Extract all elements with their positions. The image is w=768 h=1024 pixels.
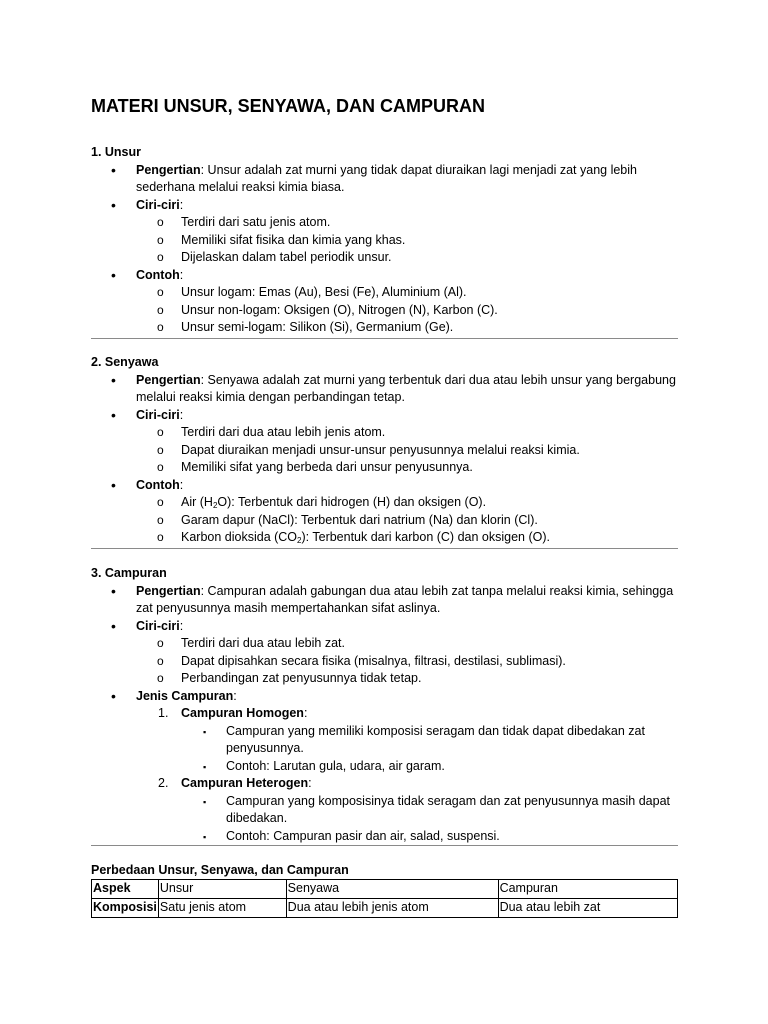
circle-marker: o: [157, 320, 164, 334]
bullet-marker: •: [111, 687, 116, 704]
section-campuran: [91, 565, 678, 845]
list-item: [91, 618, 678, 636]
sub-list-item: [91, 249, 678, 267]
table-title: Perbedaan Unsur, Senyawa, dan Campuran: [91, 863, 349, 877]
item-text: Unsur semi-logam: Silikon (Si), Germanium (Ge).: [181, 320, 454, 334]
term-label: Campuran Heterogen: [181, 776, 309, 790]
term-label: Jenis Campuran: [136, 688, 234, 703]
colon: :: [303, 706, 308, 720]
number-marker: 2.: [158, 776, 169, 790]
list-item: [91, 688, 678, 706]
page-title: MATERI UNSUR, SENYAWA, DAN CAMPURAN: [91, 96, 486, 116]
bullet-marker: •: [111, 161, 116, 178]
term-label: Ciri-ciri: [136, 618, 180, 633]
term-label: Contoh: [136, 267, 180, 282]
term-label: Ciri-ciri: [136, 197, 180, 212]
item-text: O): Terbentuk dari hidrogen (H) dan oksigen (O).: [217, 495, 487, 509]
table-header-row: [92, 880, 678, 899]
list-item: [91, 267, 678, 285]
sub-list-item: [91, 284, 678, 302]
table-header-cell: Aspek: [92, 880, 159, 899]
section-heading: 1. Unsur: [91, 145, 142, 159]
table-header-cell: Senyawa: [286, 880, 498, 899]
circle-marker: o: [157, 232, 164, 247]
sub-list-item: [91, 670, 678, 688]
sub-list-item: [91, 424, 678, 442]
term-label: Contoh: [136, 477, 180, 492]
square-marker: ▪: [203, 831, 207, 842]
item-text: Campuran yang memiliki komposisi seragam dan tidak dapat dibedakan zat penyusunnya.: [226, 723, 645, 755]
item-text: Perbandingan zat penyusunnya tidak tetap.: [181, 671, 422, 685]
table-cell: Dua atau lebih zat: [498, 899, 677, 918]
bullet-marker: •: [111, 371, 116, 388]
list-item: [91, 197, 678, 215]
sub-list-item: [91, 319, 678, 337]
sub-list-item: [91, 442, 678, 460]
table-header-cell: Campuran: [498, 880, 677, 899]
circle-marker: o: [157, 442, 164, 457]
section-heading: 2. Senyawa: [91, 355, 159, 369]
bullet-marker: •: [111, 196, 116, 213]
table-cell: Dua atau lebih jenis atom: [286, 899, 498, 918]
numbered-item: [91, 705, 678, 723]
sub-sub-list-item: [91, 723, 678, 758]
item-text: Unsur non-logam: Oksigen (O), Nitrogen (N), Karbon (C).: [181, 302, 498, 317]
item-text: Unsur logam: Emas (Au), Besi (Fe), Aluminium (Al).: [181, 285, 467, 299]
sub-sub-list-item: [91, 758, 678, 776]
item-text: Dapat dipisahkan secara fisika (misalnya, filtrasi, destilasi, sublimasi).: [181, 653, 566, 668]
circle-marker: o: [157, 285, 164, 299]
definition-text: : Campuran adalah gabungan dua atau lebih zat tanpa melalui reaksi kimia, sehingga zat penyusunnya masih mempertahankan sifat aslinya.: [136, 583, 674, 615]
table-cell: Satu jenis atom: [158, 899, 286, 918]
bullet-marker: •: [111, 582, 116, 599]
definition-text: : Senyawa adalah zat murni yang terbentuk dari dua atau lebih unsur yang bergabung melalui reaksi kimia dengan perbandingan tetap.: [136, 372, 676, 404]
circle-marker: o: [157, 653, 164, 668]
item-text: Memiliki sifat fisika dan kimia yang khas.: [181, 232, 406, 247]
item-text: Garam dapur (NaCl): Terbentuk dari natrium (Na) dan klorin (Cl).: [181, 512, 538, 527]
term-label: Pengertian: [136, 372, 201, 387]
colon: :: [179, 197, 184, 212]
square-marker: ▪: [203, 761, 207, 772]
sub-list-item: [91, 302, 678, 320]
circle-marker: o: [157, 495, 164, 509]
term-label: Campuran Homogen: [181, 706, 304, 720]
sub-list-item: [91, 635, 678, 653]
circle-marker: o: [157, 530, 164, 544]
item-text: Terdiri dari satu jenis atom.: [181, 215, 331, 229]
item-text: Dapat diuraikan menjadi unsur-unsur penyusunnya melalui reaksi kimia.: [181, 442, 580, 457]
colon: :: [233, 688, 237, 703]
table-cell: Komposisi: [92, 899, 159, 918]
list-item: [91, 477, 678, 495]
item-text: Dijelaskan dalam tabel periodik unsur.: [181, 250, 392, 264]
circle-marker: o: [157, 425, 164, 439]
circle-marker: o: [157, 250, 164, 264]
bullet-marker: •: [111, 476, 116, 493]
circle-marker: o: [157, 671, 164, 685]
bullet-marker: •: [111, 266, 116, 283]
sub-list-item: [91, 512, 678, 530]
circle-marker: o: [157, 302, 164, 317]
list-item: [91, 372, 678, 407]
bullet-marker: •: [111, 617, 116, 634]
item-text: Terdiri dari dua atau lebih jenis atom.: [181, 425, 386, 439]
definition-text: : Unsur adalah zat murni yang tidak dapat diuraikan lagi menjadi zat yang lebih sederhana melalui reaksi kimia biasa.: [136, 162, 637, 194]
square-marker: ▪: [203, 796, 207, 807]
comparison-table: [91, 879, 678, 918]
section-unsur: [91, 144, 678, 337]
square-marker: ▪: [203, 726, 207, 737]
colon: :: [308, 776, 312, 790]
circle-marker: o: [157, 215, 164, 229]
bullet-marker: •: [111, 406, 116, 423]
item-text: Air (H: [181, 495, 213, 509]
sub-list-item: [91, 232, 678, 250]
item-text: Memiliki sifat yang berbeda dari unsur penyusunnya.: [181, 460, 473, 474]
list-item: [91, 407, 678, 425]
circle-marker: o: [157, 636, 164, 650]
numbered-item: [91, 775, 678, 793]
term-label: Pengertian: [136, 583, 201, 598]
colon: :: [179, 477, 184, 492]
item-text: Contoh: Larutan gula, udara, air garam.: [226, 758, 445, 773]
section-senyawa: [91, 354, 678, 547]
table-header-cell: Unsur: [158, 880, 286, 899]
number-marker: 1.: [158, 706, 169, 720]
item-text: Karbon dioksida (CO: [181, 530, 298, 544]
term-label: Pengertian: [136, 162, 201, 177]
circle-marker: o: [157, 460, 164, 474]
subscript: 2: [297, 536, 302, 545]
sub-list-item: [91, 653, 678, 671]
section-divider: [91, 338, 678, 339]
colon: :: [179, 618, 184, 633]
item-text: ): Terbentuk dari karbon (C) dan oksigen (O).: [301, 530, 550, 544]
section-heading: 3. Campuran: [91, 566, 167, 580]
item-text: Terdiri dari dua atau lebih zat.: [181, 636, 345, 650]
sub-list-item: [91, 459, 678, 477]
item-text: Campuran yang komposisinya tidak seragam dan zat penyusunnya masih dapat dibedakan.: [226, 793, 671, 825]
sub-sub-list-item: [91, 793, 678, 828]
sub-list-item: [91, 214, 678, 232]
item-text: Contoh: Campuran pasir dan air, salad, suspensi.: [226, 828, 500, 843]
colon: :: [179, 267, 184, 282]
section-divider: [91, 548, 678, 549]
list-item: [91, 162, 678, 197]
table-row: [92, 899, 678, 918]
circle-marker: o: [157, 512, 164, 527]
term-label: Ciri-ciri: [136, 407, 180, 422]
sub-list-item: [91, 494, 678, 512]
sub-list-item: [91, 529, 678, 547]
subscript: 2: [212, 501, 218, 510]
list-item: [91, 583, 678, 618]
colon: :: [179, 407, 184, 422]
sub-sub-list-item: [91, 828, 678, 846]
section-divider: [91, 845, 678, 846]
